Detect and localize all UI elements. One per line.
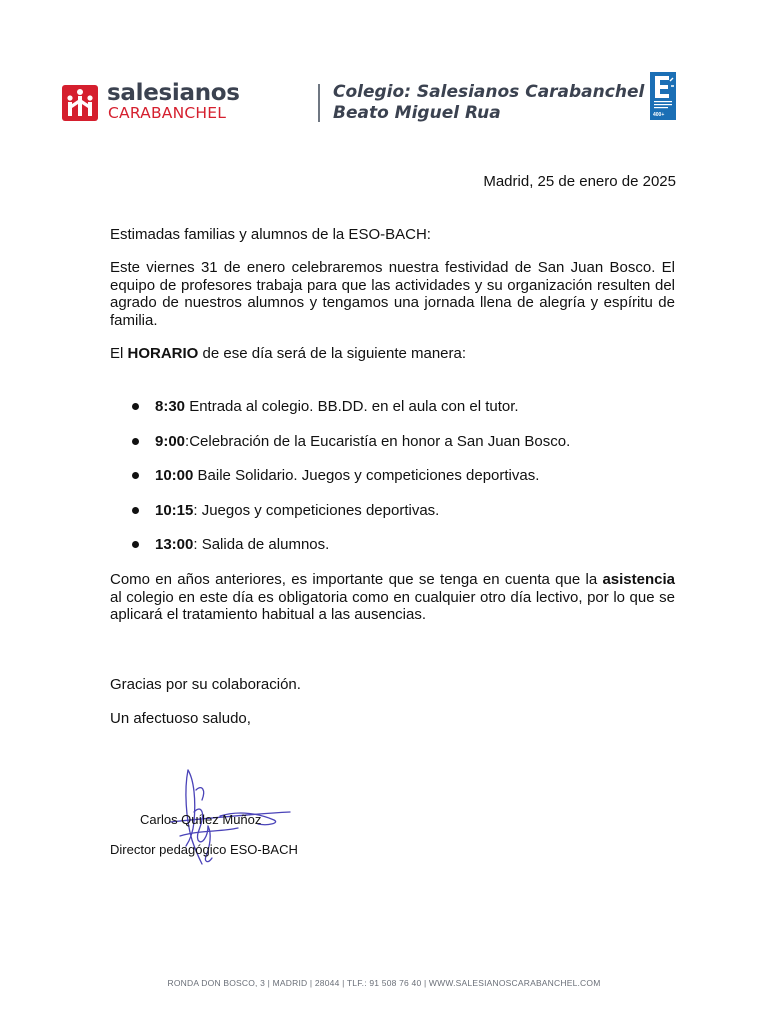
bullet-icon bbox=[132, 403, 139, 410]
attendance-pre: Como en años anteriores, es importante que se tenga en cuenta que la bbox=[110, 571, 603, 588]
brand-name: salesianos bbox=[107, 80, 240, 106]
letter-date: Madrid, 25 de enero de 2025 bbox=[483, 173, 676, 190]
schedule-text: : Salida de alumnos. bbox=[193, 536, 330, 553]
schedule-item bbox=[130, 536, 570, 571]
signer-name: Carlos Quílez Muñoz bbox=[140, 812, 262, 827]
certification-badge-text: 400+ bbox=[653, 112, 665, 118]
schedule-intro bbox=[110, 345, 675, 363]
schedule-item bbox=[130, 502, 570, 537]
schedule-text: Baile Solidario. Juegos y competiciones deportivas. bbox=[193, 467, 540, 484]
schedule-item bbox=[130, 398, 570, 433]
schedule-text: : Juegos y competiciones deportivas. bbox=[193, 501, 440, 519]
college-name-line2: Beato Miguel Rua bbox=[333, 103, 501, 123]
attendance-bold: asistencia bbox=[602, 571, 675, 588]
salesianos-logo-mark-icon bbox=[62, 85, 98, 121]
closing-line: Un afectuoso saludo, bbox=[110, 710, 251, 727]
bullet-icon bbox=[132, 507, 139, 514]
schedule-list bbox=[130, 398, 570, 571]
schedule-intro-post: de ese día será de la siguiente manera: bbox=[198, 345, 467, 362]
intro-paragraph: Este viernes 31 de enero celebraremos nuestra festividad de San Juan Bosco. El equipo de profesores trabaja para que las actividades y su organización resulten del agrado de nuestros alumnos y tengamos una jornada llena de alegría y espíritu de familia. bbox=[110, 259, 675, 329]
schedule-text: :Celebración de la Eucaristía en honor a San Juan Bosco. bbox=[185, 432, 571, 450]
schedule-item bbox=[130, 467, 570, 502]
certification-badge-icon bbox=[650, 72, 676, 120]
header-divider bbox=[318, 84, 320, 122]
schedule-item bbox=[130, 433, 570, 468]
schedule-time: 9:00 bbox=[155, 432, 186, 450]
letter-greeting: Estimadas familias y alumnos de la ESO-BACH: bbox=[110, 226, 431, 243]
schedule-text: Entrada al colegio. BB.DD. en el aula con el tutor. bbox=[185, 398, 519, 415]
bullet-icon bbox=[132, 438, 139, 445]
attendance-post: al colegio en este día es obligatoria como en cualquier otro día lectivo, por lo que se aplicará el tratamiento habitual a las ausencias. bbox=[110, 588, 675, 623]
college-name-line1: Colegio: Salesianos Carabanchel bbox=[333, 82, 645, 102]
schedule-intro-pre: El bbox=[110, 345, 128, 362]
schedule-time: 13:00 bbox=[155, 536, 194, 553]
signer-role: Director pedagógico ESO-BACH bbox=[110, 842, 298, 857]
bullet-icon bbox=[132, 472, 139, 479]
college-name bbox=[333, 82, 644, 124]
footer-contact: RONDA DON BOSCO, 3 | MADRID | 28044 | TLF.: 91 508 76 40 | WWW.SALESIANOSCARABANCHEL.COM bbox=[167, 978, 601, 988]
salesianos-logo bbox=[62, 80, 252, 124]
brand-subtitle: CARABANCHEL bbox=[108, 104, 227, 122]
schedule-intro-bold: HORARIO bbox=[127, 345, 199, 362]
attendance-paragraph bbox=[110, 571, 675, 624]
thanks-line: Gracias por su colaboración. bbox=[110, 676, 301, 693]
schedule-time: 8:30 bbox=[155, 398, 186, 415]
schedule-time: 10:15 bbox=[155, 501, 194, 519]
bullet-icon bbox=[132, 541, 139, 548]
schedule-time: 10:00 bbox=[155, 467, 194, 484]
